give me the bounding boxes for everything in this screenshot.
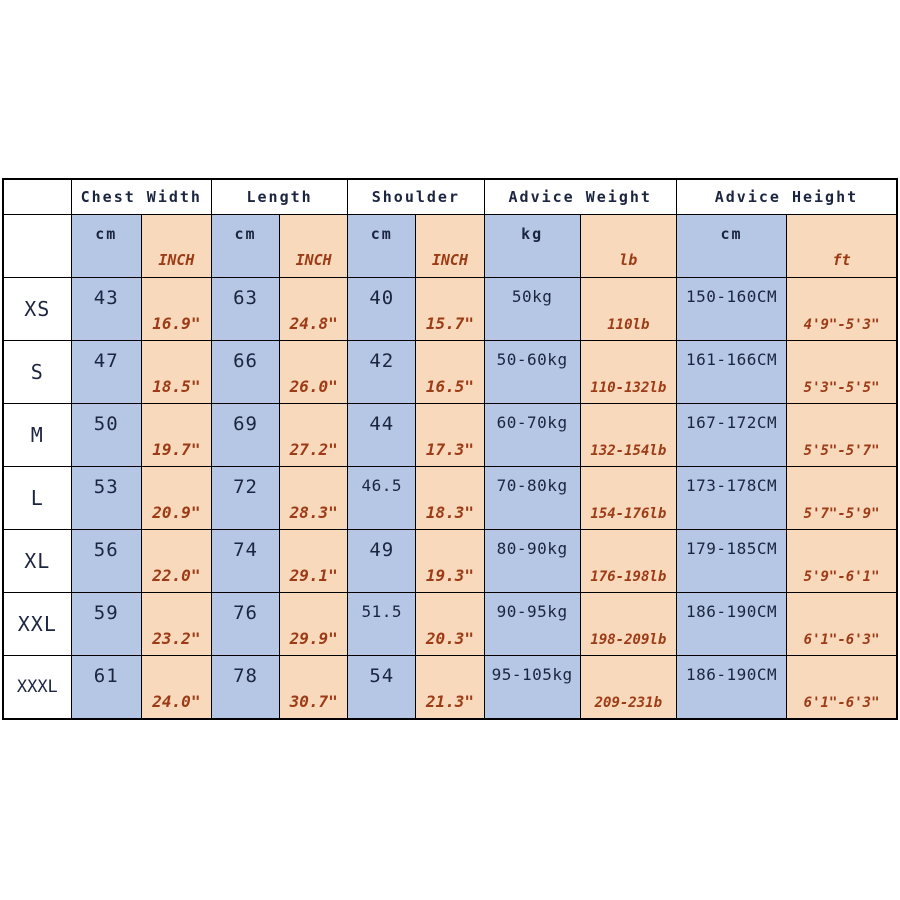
cell-length-cm — [211, 593, 279, 656]
cell-chest-cm — [71, 404, 141, 467]
cell-height-ft — [787, 278, 897, 341]
cell-shoulder-inch — [416, 530, 484, 593]
cell-chest-cm — [71, 278, 141, 341]
cell-chest-cm — [71, 593, 141, 656]
cell-height-ft-value: 5'7"-5'9" — [803, 506, 880, 522]
cell-shoulder-inch — [416, 341, 484, 404]
cell-chest-cm-value: 59 — [93, 602, 119, 624]
cell-length-cm-value: 66 — [233, 350, 258, 372]
cell-chest-inch — [141, 656, 211, 720]
cell-height-ft — [787, 530, 897, 593]
cell-chest-inch-value: 22.0" — [152, 566, 201, 585]
unit-length-inch-label: INCH — [295, 251, 332, 269]
cell-length-inch — [280, 656, 348, 720]
cell-height-cm-value: 179-185CM — [685, 539, 778, 558]
cell-height-cm-value: 173-178CM — [685, 476, 778, 495]
cell-chest-inch — [141, 593, 211, 656]
cell-shoulder-cm-value: 40 — [369, 287, 395, 309]
cell-length-inch-value: 27.2" — [289, 440, 338, 459]
cell-length-cm — [211, 467, 279, 530]
cell-shoulder-inch — [416, 593, 484, 656]
cell-chest-inch-value: 19.7" — [152, 440, 201, 459]
row-size-xl: XL — [3, 530, 71, 593]
unit-weight-lb-label: lb — [619, 251, 638, 269]
cell-chest-cm-value: 56 — [93, 539, 119, 561]
row-size-xxl: XXL — [3, 593, 71, 656]
group-header-shoulder: Shoulder — [348, 179, 484, 215]
size-chart-table — [2, 178, 898, 720]
unit-height-cm-label: cm — [720, 225, 743, 243]
table-row — [3, 404, 897, 467]
cell-shoulder-inch-value: 16.5" — [425, 377, 475, 396]
cell-weight-lb — [580, 530, 676, 593]
unit-length-inch — [280, 215, 348, 278]
cell-shoulder-cm-value: 54 — [369, 665, 395, 687]
cell-length-inch — [280, 278, 348, 341]
cell-length-cm-value: 76 — [233, 602, 258, 624]
cell-length-inch — [280, 404, 348, 467]
table-row — [3, 278, 897, 341]
cell-shoulder-cm — [348, 341, 416, 404]
cell-height-cm-value: 167-172CM — [685, 413, 778, 432]
cell-weight-lb — [580, 656, 676, 720]
cell-chest-inch — [141, 467, 211, 530]
unit-height-ft-label: ft — [832, 251, 851, 269]
unit-weight-lb — [580, 215, 676, 278]
cell-weight-lb — [580, 593, 676, 656]
cell-weight-lb — [580, 278, 676, 341]
unit-shoulder-inch — [416, 215, 484, 278]
cell-length-cm — [211, 341, 279, 404]
row-size-l: L — [3, 467, 71, 530]
cell-chest-inch — [141, 404, 211, 467]
cell-length-cm-value: 72 — [233, 476, 258, 498]
unit-chest-inch — [141, 215, 211, 278]
cell-height-cm — [676, 341, 786, 404]
row-size-s: S — [3, 341, 71, 404]
cell-shoulder-cm — [348, 656, 416, 720]
cell-chest-cm-value: 43 — [93, 287, 119, 309]
cell-height-cm — [676, 530, 786, 593]
cell-weight-kg-value: 50-60kg — [496, 350, 568, 369]
cell-chest-inch — [141, 341, 211, 404]
cell-shoulder-cm — [348, 467, 416, 530]
cell-weight-kg-value: 90-95kg — [496, 602, 568, 621]
cell-shoulder-inch-value: 19.3" — [425, 566, 475, 585]
cell-length-cm-value: 63 — [233, 287, 258, 309]
cell-weight-kg — [484, 656, 580, 720]
cell-shoulder-inch-value: 20.3" — [425, 629, 475, 648]
cell-weight-kg-value: 95-105kg — [491, 665, 573, 684]
unit-chest-cm-label: cm — [95, 225, 118, 243]
cell-length-cm-value: 78 — [233, 665, 258, 687]
cell-chest-inch-value: 16.9" — [152, 314, 201, 333]
cell-weight-kg — [484, 404, 580, 467]
group-header-chest-width: Chest Width — [71, 179, 211, 215]
cell-weight-lb — [580, 467, 676, 530]
cell-height-ft — [787, 341, 897, 404]
cell-shoulder-inch-value: 15.7" — [425, 314, 475, 333]
cell-height-ft-value: 4'9"-5'3" — [803, 317, 880, 333]
cell-length-inch-value: 29.9" — [289, 629, 338, 648]
cell-height-cm-value: 186-190CM — [685, 665, 778, 684]
unit-chest-inch-label: INCH — [158, 251, 195, 269]
unit-height-ft — [787, 215, 897, 278]
cell-length-cm — [211, 278, 279, 341]
cell-chest-inch-value: 20.9" — [152, 503, 201, 522]
cell-height-cm-value: 161-166CM — [685, 350, 778, 369]
cell-chest-cm — [71, 656, 141, 720]
unit-weight-kg — [484, 215, 580, 278]
unit-chest-cm — [71, 215, 141, 278]
cell-length-cm — [211, 656, 279, 720]
cell-chest-cm — [71, 467, 141, 530]
group-header-blank — [3, 179, 71, 215]
cell-chest-inch — [141, 278, 211, 341]
cell-shoulder-cm — [348, 530, 416, 593]
cell-shoulder-cm-value: 51.5 — [361, 602, 403, 621]
cell-chest-inch-value: 23.2" — [152, 629, 201, 648]
cell-chest-cm-value: 47 — [93, 350, 119, 372]
cell-length-cm — [211, 404, 279, 467]
cell-length-inch — [280, 341, 348, 404]
cell-shoulder-inch — [416, 656, 484, 720]
cell-shoulder-cm — [348, 404, 416, 467]
cell-shoulder-inch — [416, 278, 484, 341]
cell-weight-kg-value: 60-70kg — [496, 413, 568, 432]
cell-length-inch-value: 30.7" — [289, 692, 338, 711]
cell-weight-lb-value: 176-198lb — [590, 569, 667, 585]
group-header-row — [3, 179, 897, 215]
cell-length-inch-value: 29.1" — [289, 566, 338, 585]
cell-chest-cm-value: 50 — [93, 413, 119, 435]
cell-height-cm — [676, 593, 786, 656]
cell-shoulder-cm-value: 42 — [369, 350, 395, 372]
cell-weight-kg — [484, 593, 580, 656]
cell-length-inch — [280, 467, 348, 530]
cell-length-cm-value: 74 — [233, 539, 258, 561]
cell-height-ft-value: 6'1"-6'3" — [803, 695, 880, 711]
table-row — [3, 656, 897, 720]
table-row — [3, 530, 897, 593]
table-row — [3, 593, 897, 656]
cell-height-cm — [676, 404, 786, 467]
cell-height-cm — [676, 656, 786, 720]
unit-shoulder-cm-label: cm — [370, 225, 393, 243]
unit-weight-kg-label: kg — [521, 225, 544, 243]
cell-height-ft — [787, 593, 897, 656]
cell-length-inch — [280, 593, 348, 656]
table-row — [3, 341, 897, 404]
cell-shoulder-inch — [416, 467, 484, 530]
cell-weight-kg-value: 70-80kg — [496, 476, 568, 495]
cell-length-inch-value: 26.0" — [289, 377, 338, 396]
cell-length-inch-value: 24.8" — [289, 314, 338, 333]
cell-weight-kg-value: 80-90kg — [496, 539, 568, 558]
cell-chest-inch-value: 18.5" — [152, 377, 201, 396]
cell-height-ft-value: 6'1"-6'3" — [803, 632, 880, 648]
cell-shoulder-cm-value: 46.5 — [361, 476, 403, 495]
unit-header-row — [3, 215, 897, 278]
cell-length-inch-value: 28.3" — [289, 503, 338, 522]
cell-shoulder-cm — [348, 278, 416, 341]
cell-length-inch — [280, 530, 348, 593]
cell-chest-inch-value: 24.0" — [152, 692, 201, 711]
cell-chest-cm — [71, 341, 141, 404]
unit-shoulder-cm — [348, 215, 416, 278]
group-header-advice-weight: Advice Weight — [484, 179, 676, 215]
cell-height-ft-value: 5'9"-6'1" — [803, 569, 880, 585]
group-header-length: Length — [211, 179, 347, 215]
cell-height-cm — [676, 278, 786, 341]
cell-weight-lb-value: 132-154lb — [590, 443, 667, 459]
row-size-m: M — [3, 404, 71, 467]
size-chart-container — [2, 178, 898, 720]
cell-weight-kg-value: 50kg — [511, 287, 553, 306]
cell-height-cm-value: 186-190CM — [685, 602, 778, 621]
group-header-advice-height: Advice Height — [676, 179, 897, 215]
cell-weight-lb — [580, 404, 676, 467]
cell-shoulder-cm — [348, 593, 416, 656]
cell-weight-lb-value: 209-231b — [594, 695, 663, 711]
cell-weight-kg — [484, 341, 580, 404]
cell-weight-lb-value: 198-209lb — [590, 632, 667, 648]
cell-height-ft-value: 5'5"-5'7" — [803, 443, 880, 459]
cell-chest-cm-value: 61 — [93, 665, 119, 687]
unit-size-blank — [3, 215, 71, 278]
cell-weight-lb-value: 154-176lb — [590, 506, 667, 522]
cell-chest-cm-value: 53 — [93, 476, 119, 498]
cell-height-ft — [787, 656, 897, 720]
cell-weight-lb — [580, 341, 676, 404]
unit-length-cm — [211, 215, 279, 278]
cell-weight-kg — [484, 278, 580, 341]
cell-height-cm — [676, 467, 786, 530]
cell-height-cm-value: 150-160CM — [685, 287, 778, 306]
cell-shoulder-inch-value: 17.3" — [425, 440, 475, 459]
cell-shoulder-inch-value: 18.3" — [425, 503, 475, 522]
cell-weight-lb-value: 110-132lb — [590, 380, 667, 396]
cell-weight-lb-value: 110lb — [607, 317, 650, 333]
unit-length-cm-label: cm — [234, 225, 257, 243]
cell-weight-kg — [484, 467, 580, 530]
row-size-xxxl: XXXL — [3, 656, 71, 720]
cell-shoulder-inch — [416, 404, 484, 467]
cell-shoulder-cm-value: 49 — [369, 539, 395, 561]
cell-length-cm — [211, 530, 279, 593]
cell-length-cm-value: 69 — [233, 413, 258, 435]
cell-height-ft-value: 5'3"-5'5" — [803, 380, 880, 396]
cell-shoulder-inch-value: 21.3" — [425, 692, 475, 711]
cell-chest-inch — [141, 530, 211, 593]
unit-shoulder-inch-label: INCH — [431, 251, 468, 269]
cell-weight-kg — [484, 530, 580, 593]
cell-height-ft — [787, 467, 897, 530]
unit-height-cm — [676, 215, 786, 278]
cell-height-ft — [787, 404, 897, 467]
table-row — [3, 467, 897, 530]
cell-shoulder-cm-value: 44 — [369, 413, 395, 435]
row-size-xs: XS — [3, 278, 71, 341]
cell-chest-cm — [71, 530, 141, 593]
